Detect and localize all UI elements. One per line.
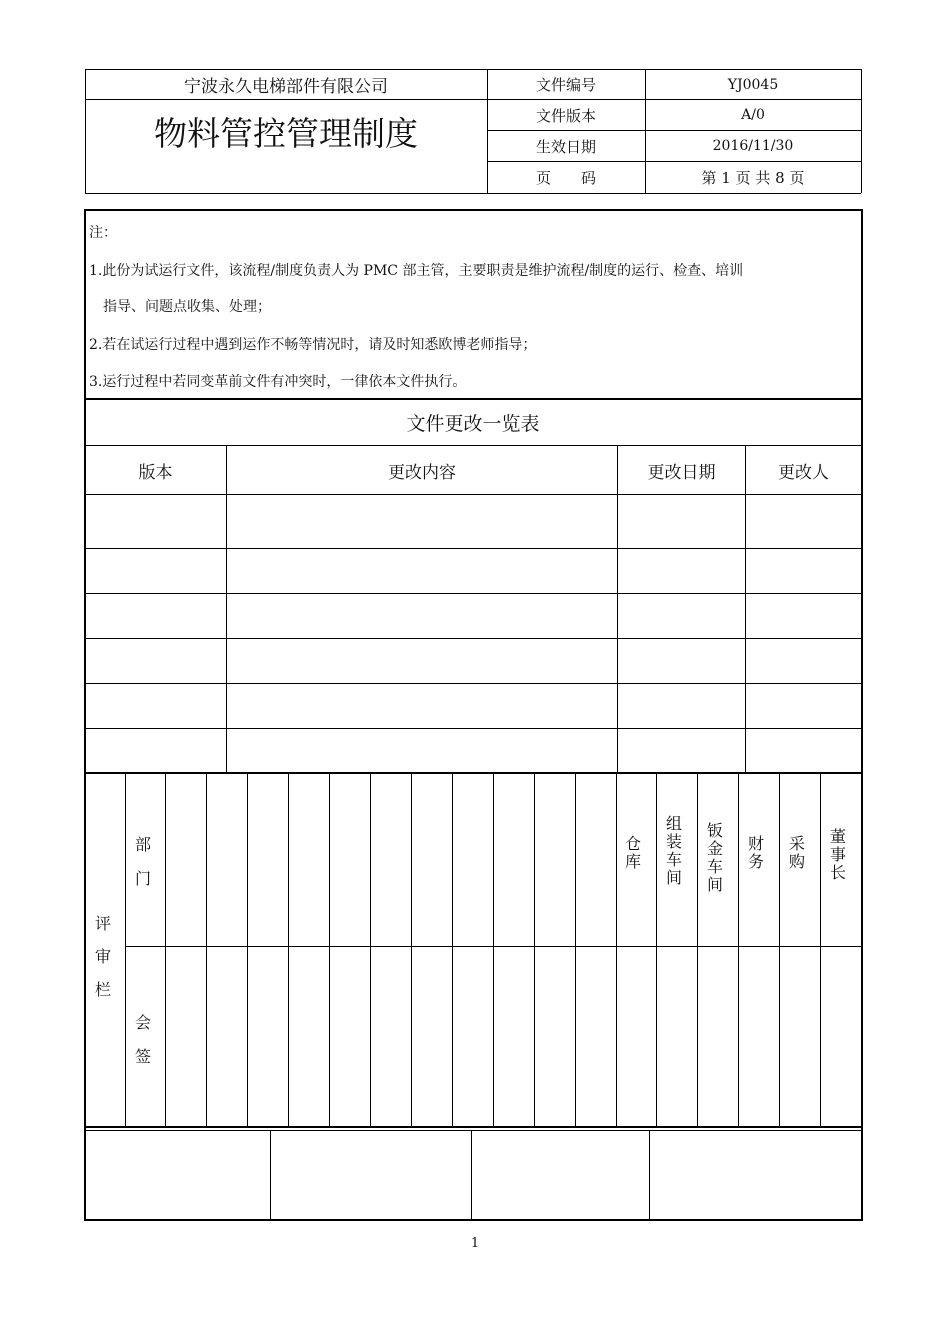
- table-row[interactable]: [85, 594, 861, 638]
- company-name: 宁波永久电梯部件有限公司: [184, 76, 388, 97]
- review-label: 评审栏: [94, 914, 111, 999]
- dept-assembly-workshop: 组装车间: [665, 814, 682, 887]
- note-line-1: 1.此份为试运行文件，该流程/制度负责人为 PMC 部主管，主要职责是维护流程/制度的运行、检查、培训: [89, 263, 744, 279]
- col-version: 版本: [138, 462, 173, 483]
- doc-number-label: 文件编号: [535, 76, 596, 94]
- note-line-2: 2.若在试运行过程中遇到运作不畅等情况时，请及时知悉欧博老师指导；: [89, 337, 537, 353]
- document-title: 物料管控管理制度: [154, 113, 418, 153]
- table-row[interactable]: [85, 684, 861, 728]
- col-change-content: 更改内容: [388, 462, 456, 483]
- col-change-date: 更改日期: [647, 462, 716, 483]
- table-row[interactable]: [85, 495, 861, 548]
- col-changed-by: 更改人: [778, 462, 829, 483]
- department-label: 部门: [134, 835, 151, 888]
- effective-date-label: 生效日期: [535, 137, 596, 156]
- dept-purchasing: 采购: [788, 834, 805, 871]
- dept-finance: 财务: [747, 834, 764, 871]
- page-number: 1: [470, 1235, 480, 1251]
- table-row[interactable]: [85, 729, 861, 772]
- page-label: 页 码: [535, 169, 596, 187]
- effective-date-value: 2016/11/30: [712, 138, 794, 154]
- notes-heading: 注：: [89, 225, 117, 241]
- table-row[interactable]: [85, 639, 861, 683]
- countersign-label: 会签: [134, 1013, 151, 1066]
- change-log-title: 文件更改一览表: [406, 413, 540, 435]
- doc-version-label: 文件版本: [535, 106, 596, 125]
- doc-number-value: YJ0045: [727, 76, 779, 93]
- dept-sheet-metal-workshop: 钣金车间: [706, 821, 723, 894]
- doc-version-value: A/0: [741, 107, 765, 123]
- table-row[interactable]: [85, 549, 861, 593]
- note-line-1-cont: 指导、问题点收集、处理；: [103, 299, 271, 315]
- dept-chairman: 董事长: [829, 827, 846, 882]
- note-line-3: 3.运行过程中若同变革前文件有冲突时，一律依本文件执行。: [89, 374, 467, 390]
- dept-warehouse: 仓库: [624, 834, 641, 871]
- page-value: 第 1 页 共 8 页: [701, 169, 805, 187]
